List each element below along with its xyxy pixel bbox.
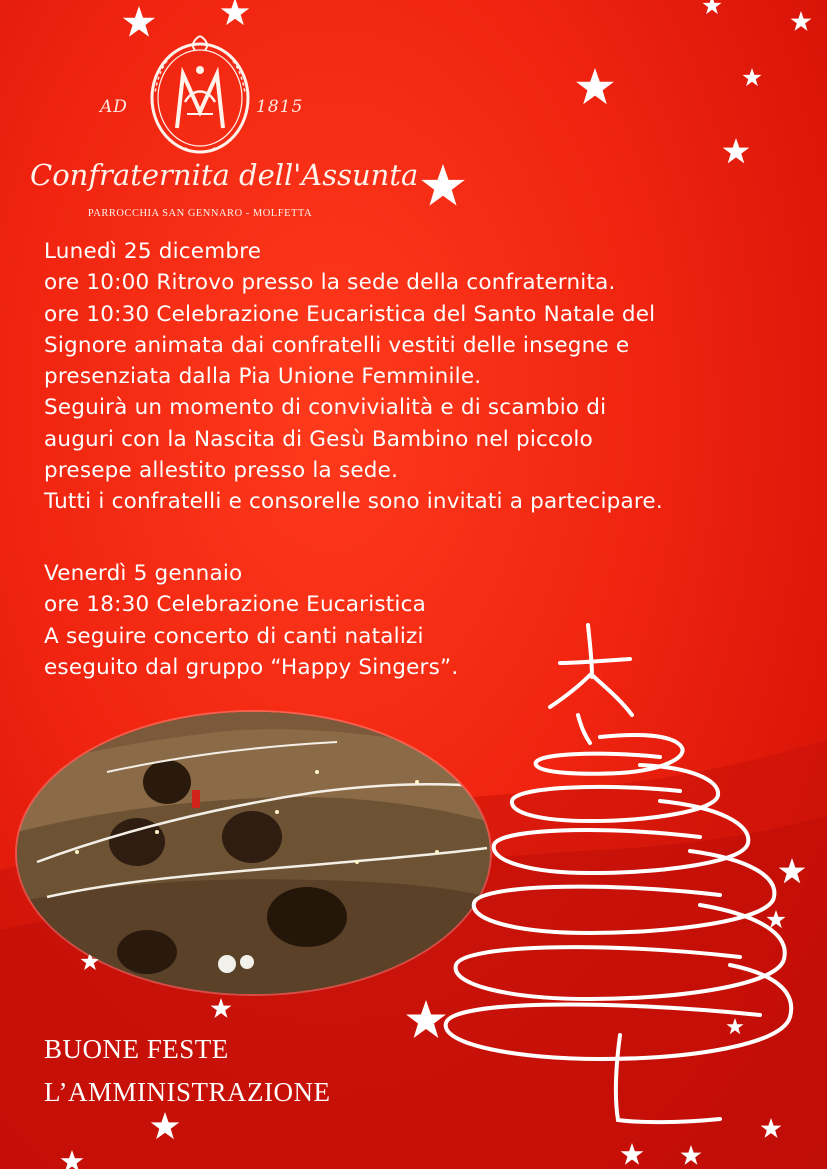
logo-year-label: 1815: [256, 97, 304, 117]
event-epiphany-eve: [44, 558, 458, 683]
logo-title: Confraternita dell'Assunta: [30, 158, 419, 192]
event-line: ore 10:00 Ritrovo presso la sede della confraternita.: [44, 270, 616, 296]
star-icon: [60, 1150, 84, 1169]
event-line: auguri con la Nascita di Gesù Bambino nel piccolo: [44, 426, 593, 452]
christmas-tree-icon: [400, 615, 800, 1135]
star-icon: [150, 1112, 180, 1142]
star-icon: [790, 11, 812, 33]
star-icon: [722, 138, 750, 166]
event-line: eseguito dal gruppo “Happy Singers”.: [44, 654, 459, 680]
star-icon: [220, 0, 250, 28]
star-icon: [742, 68, 762, 88]
event-line: ore 10:30 Celebrazione Eucaristica del Santo Natale del: [44, 301, 656, 327]
star-icon: [575, 68, 615, 108]
event-line: Tutti i confratelli e consorelle sono invitati a partecipare.: [44, 489, 663, 515]
logo-ad-label: AD: [100, 97, 128, 117]
monogram-logo-icon: [135, 30, 265, 160]
event-line: presenziata dalla Pia Unione Femminile.: [44, 364, 482, 390]
logo-subtitle: PARROCCHIA SAN GENNARO - MOLFETTA: [87, 208, 313, 219]
event-line: Signore animata dai confratelli vestiti delle insegne e: [44, 332, 630, 358]
star-icon: [210, 998, 232, 1020]
greeting-line: BUONE FESTE: [44, 1034, 229, 1064]
star-icon: [420, 164, 466, 210]
star-icon: [702, 0, 722, 16]
star-icon: [620, 1143, 644, 1167]
star-icon: [680, 1145, 702, 1167]
event-line: A seguire concerto di canti natalizi: [44, 623, 424, 649]
greeting-signature: L’AMMINISTRAZIONE: [44, 1077, 331, 1107]
event-date: Lunedì 25 dicembre: [44, 239, 262, 264]
confraternity-logo: [30, 30, 419, 230]
greeting: [44, 1028, 331, 1114]
event-line: ore 18:30 Celebrazione Eucaristica: [44, 592, 427, 618]
event-date: Venerdì 5 gennaio: [44, 561, 243, 586]
event-line: presepe allestito presso la sede.: [44, 458, 399, 484]
event-christmas-day: [44, 236, 663, 518]
event-line: Seguirà un momento di convivialità e di scambio di: [44, 395, 607, 421]
